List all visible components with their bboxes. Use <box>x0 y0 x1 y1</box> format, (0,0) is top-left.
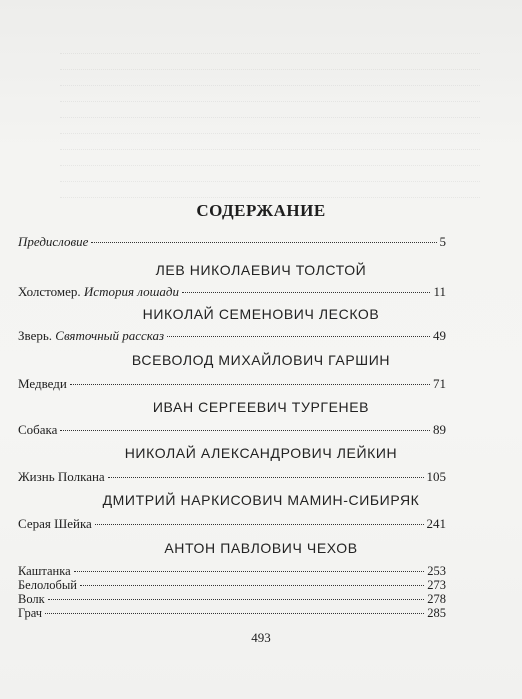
entry-title: Холстомер. <box>18 284 81 299</box>
toc-entry <box>18 422 446 438</box>
toc-entry <box>18 376 446 392</box>
entry-page: 5 <box>439 234 446 249</box>
dot-leader <box>80 585 424 586</box>
entry-title: Грач <box>18 606 43 620</box>
entry-title: Предисловие <box>18 234 89 249</box>
entry-title: Серая Шейка <box>18 516 92 531</box>
dot-leader <box>48 599 425 600</box>
entry-page: 285 <box>427 606 446 620</box>
entry-title: Белолобый <box>18 578 77 592</box>
toc-entry <box>18 606 446 620</box>
toc-entry <box>18 516 446 532</box>
entry-title: Жизнь Полкана <box>18 469 105 484</box>
entry-page: 49 <box>433 328 446 343</box>
dot-leader <box>45 613 424 614</box>
entry-title: Собака <box>18 422 58 437</box>
dot-leader <box>108 477 424 478</box>
entry-page: 11 <box>433 284 446 299</box>
contents-title: СОДЕРЖАНИЕ <box>196 201 326 220</box>
author-heading: ВСЕВОЛОД МИХАЙЛОВИЧ ГАРШИН <box>131 352 391 368</box>
author-heading: НИКОЛАЙ СЕМЕНОВИЧ ЛЕСКОВ <box>142 306 380 322</box>
entry-page: 273 <box>427 578 446 592</box>
entry-page: 71 <box>433 376 446 391</box>
entry-title: Медведи <box>18 376 67 391</box>
entry-title: Каштанка <box>18 564 71 578</box>
dot-leader <box>91 242 436 243</box>
entry-subtitle: История лошади <box>83 284 179 299</box>
author-heading: ИВАН СЕРГЕЕВИЧ ТУРГЕНЕВ <box>152 399 370 415</box>
entry-page: 241 <box>426 516 446 531</box>
entry-page: 89 <box>433 422 446 437</box>
toc-entry <box>18 578 446 592</box>
dot-leader <box>95 524 424 525</box>
author-heading: ЛЕВ НИКОЛАЕВИЧ ТОЛСТОЙ <box>155 262 367 278</box>
dot-leader <box>60 430 430 431</box>
entry-title: Волк <box>18 592 45 606</box>
entry-page: 278 <box>427 592 446 606</box>
author-heading: НИКОЛАЙ АЛЕКСАНДРОВИЧ ЛЕЙКИН <box>124 445 398 461</box>
dot-leader <box>182 292 430 293</box>
toc-entry-preface <box>18 234 446 250</box>
toc-entry <box>18 592 446 606</box>
author-heading: АНТОН ПАВЛОВИЧ ЧЕХОВ <box>164 540 358 556</box>
entry-title: Зверь. <box>18 328 53 343</box>
toc-entry <box>18 284 446 300</box>
entry-subtitle: Святочный рассказ <box>55 328 165 343</box>
toc-entry <box>18 564 446 578</box>
dot-leader <box>70 384 430 385</box>
entry-page: 253 <box>427 564 446 578</box>
entry-page: 105 <box>426 469 446 484</box>
toc-entry <box>18 328 446 344</box>
toc-entry <box>18 469 446 485</box>
show-through-text <box>60 40 480 200</box>
page-number: 493 <box>251 630 271 645</box>
author-heading: ДМИТРИЙ НАРКИСОВИЧ МАМИН-СИБИРЯК <box>102 492 420 508</box>
dot-leader <box>74 571 425 572</box>
dot-leader <box>167 336 430 337</box>
